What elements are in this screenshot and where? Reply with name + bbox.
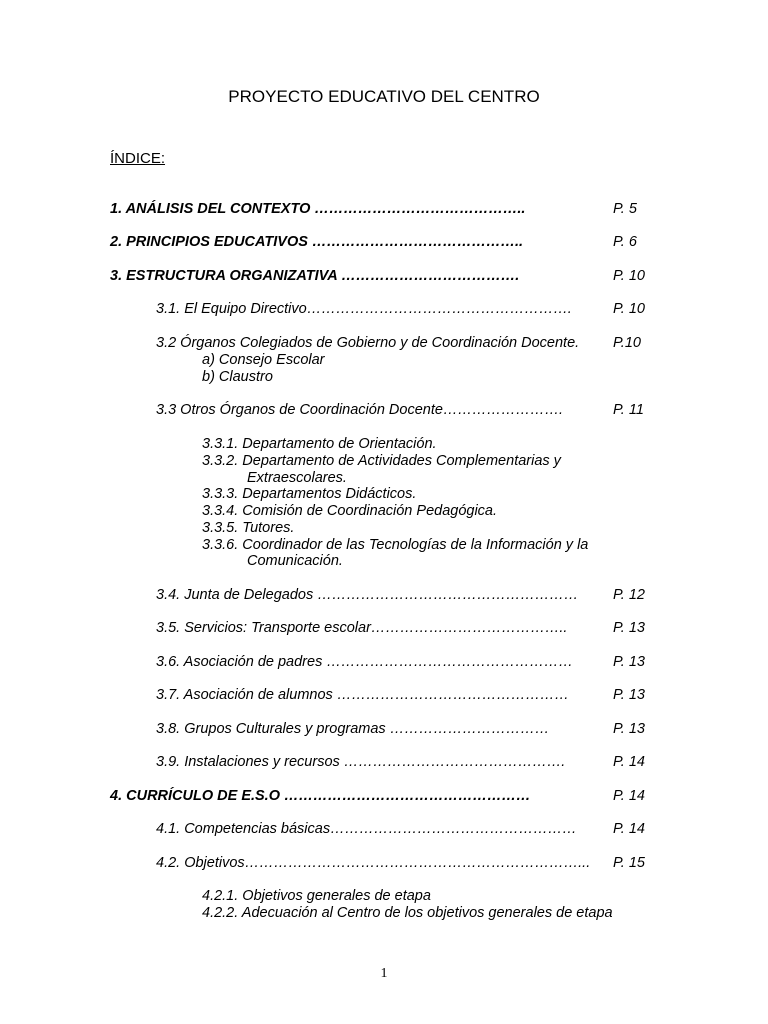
toc-entry-title: 1. ANÁLISIS DEL CONTEXTO …………………………………….. [110, 201, 526, 217]
toc-entry-title: 3.4. Junta de Delegados ……………………………………………… [156, 587, 579, 603]
document-title: PROYECTO EDUCATIVO DEL CENTRO [228, 87, 540, 106]
toc-entry-title: 4.2. Objetivos……………………………………………………………... [156, 855, 591, 871]
toc-entry-page: P. 13 [613, 721, 645, 737]
toc-entry-title: 3.7. Asociación de alumnos ………………………………………… [156, 687, 569, 703]
toc-subitem-continuation: Extraescolares. [247, 470, 347, 486]
toc-subitem: 3.3.3. Departamentos Didácticos. [202, 486, 417, 502]
toc-entry-title: 3.1. El Equipo Directivo………………………………………………. [156, 301, 572, 317]
toc-subitem: 3.3.4. Comisión de Coordinación Pedagógica. [202, 503, 498, 519]
toc-entry-page: P.10 [613, 335, 641, 351]
toc-entry-title: 2. PRINCIPIOS EDUCATIVOS …………………………………….. [110, 234, 524, 250]
toc-entry-page: P. 6 [613, 234, 637, 250]
toc-entry-title: 3.9. Instalaciones y recursos ………………………………………. [156, 754, 566, 770]
toc-entry-title: 3.2 Órganos Colegiados de Gobierno y de Coordinación Docente. [156, 335, 580, 351]
toc-entry-page: P. 12 [613, 587, 645, 603]
toc-subitem: 3.3.1. Departamento de Orientación. [202, 436, 437, 452]
toc-subitem: 3.3.2. Departamento de Actividades Complementarias y [202, 453, 561, 469]
toc-entry-page: P. 13 [613, 687, 645, 703]
toc-subitem-continuation: Comunicación. [247, 553, 343, 569]
toc-entry-title: 3.6. Asociación de padres …………………………………………… [156, 654, 573, 670]
toc-entry-title: 3.5. Servicios: Transporte escolar………………………………….. [156, 620, 568, 636]
toc-entry-page: P. 5 [613, 201, 637, 217]
toc-entry-title: 3. ESTRUCTURA ORGANIZATIVA ………………………………. [110, 268, 520, 284]
toc-entry-page: P. 10 [613, 268, 645, 284]
toc-entry-page: P. 14 [613, 788, 645, 804]
toc-entry-page: P. 11 [613, 402, 644, 418]
toc-entry-title: 4.1. Competencias básicas…………………………………………… [156, 821, 577, 837]
toc-subitem: 3.3.6. Coordinador de las Tecnologías de la Información y la [202, 537, 589, 553]
toc-subitem: 4.2.1. Objetivos generales de etapa [202, 888, 431, 904]
toc-entry-page: P. 10 [613, 301, 645, 317]
toc-entry-page: P. 13 [613, 654, 645, 670]
page-number: 1 [380, 966, 388, 981]
toc-entry-title: 3.3 Otros Órganos de Coordinación Docente……………………. [156, 402, 563, 418]
toc-entry-page: P. 13 [613, 620, 645, 636]
toc-subitem: b) Claustro [202, 369, 273, 385]
toc-subitem: a) Consejo Escolar [202, 352, 325, 368]
toc-subitem: 4.2.2. Adecuación al Centro de los objetivos generales de etapa [202, 905, 613, 921]
toc-entry-page: P. 15 [613, 855, 645, 871]
toc-subitem: 3.3.5. Tutores. [202, 520, 295, 536]
toc-entry-page: P. 14 [613, 754, 645, 770]
toc-entry-page: P. 14 [613, 821, 645, 837]
toc-entry-title: 4. CURRÍCULO DE E.S.O …………………………………………… [110, 788, 531, 804]
toc-entry-title: 3.8. Grupos Culturales y programas …………………………… [156, 721, 550, 737]
index-heading: ÍNDICE: [110, 150, 166, 167]
